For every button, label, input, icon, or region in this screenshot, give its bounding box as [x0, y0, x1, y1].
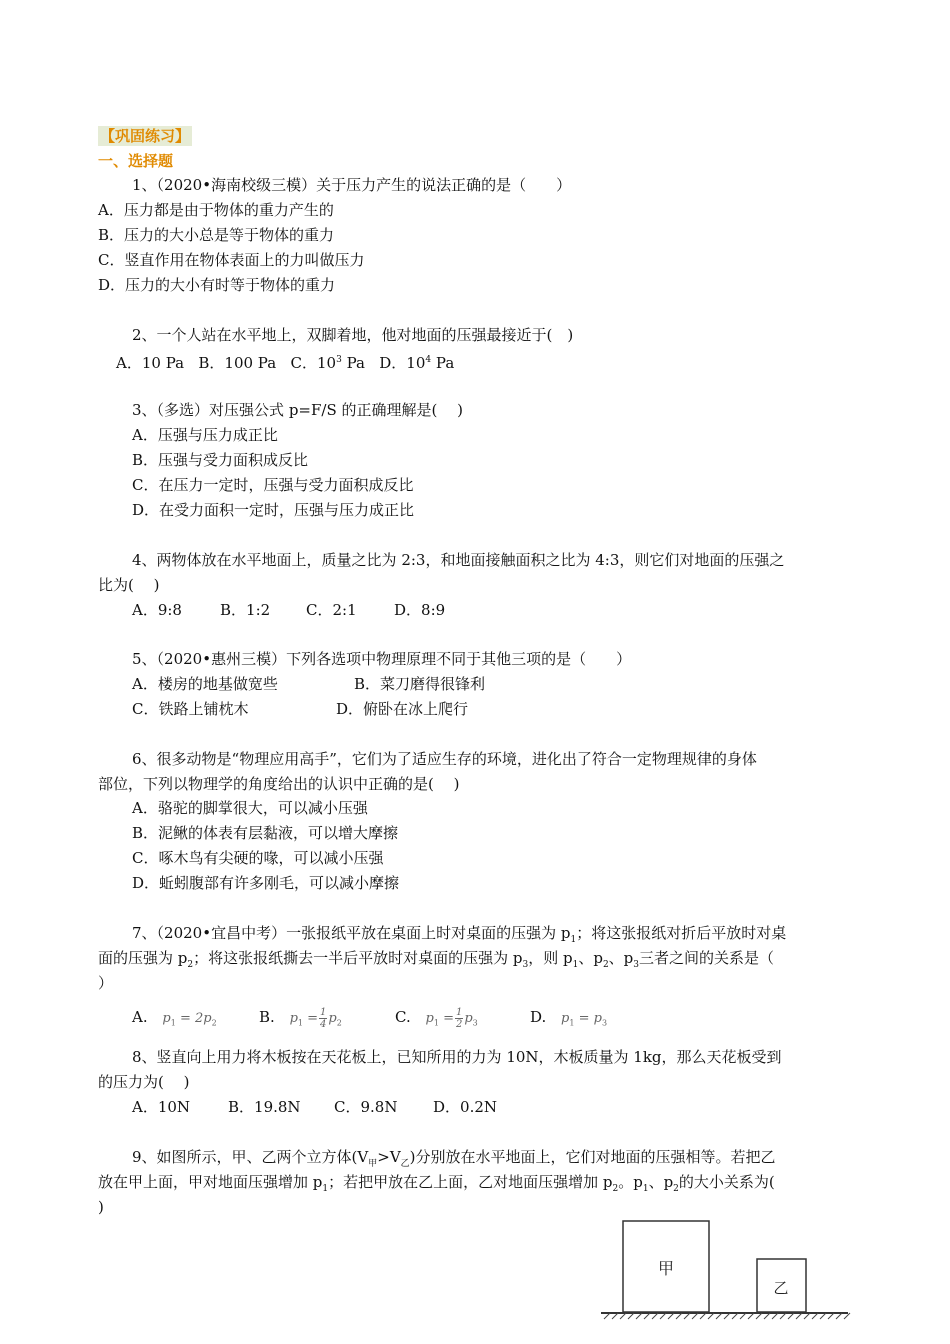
q7-formula-a: $p_1 = 2p_2$	[162, 1011, 217, 1028]
q7-option-d: D. $p_1 = p_3$	[530, 1008, 608, 1028]
q2-options	[116, 349, 454, 374]
q9-figure	[596, 1216, 856, 1328]
q1-option-d: D．压力的大小有时等于物体的重力	[98, 276, 336, 294]
q4-option-a: A．9:8	[132, 601, 182, 619]
q8-option-c: C．9.8N	[334, 1098, 398, 1116]
q7-option-a: A. $p_1 = 2p_2$	[132, 1008, 217, 1028]
q3-option-c: C．在压力一定时，压强与受力面积成反比	[132, 476, 414, 494]
q6-option-c: C．啄木鸟有尖硬的喙，可以减小压强	[132, 849, 384, 867]
block-jia-label: 甲	[657, 1259, 675, 1278]
q2-option-d: D．$10^4$ Pa	[379, 354, 455, 372]
q9-stem-line3: )	[98, 1198, 104, 1216]
q5-option-b: B．菜刀磨得很锋利	[354, 675, 486, 693]
q4-stem-line2: 比为( )	[98, 576, 160, 594]
q5-option-c: C．铁路上铺枕木	[132, 700, 249, 718]
q1-stem: 1、（2020•海南校级三模）关于压力产生的说法正确的是（ ）	[132, 176, 572, 194]
q3-option-a: A．压强与压力成正比	[132, 426, 278, 444]
q2-option-c: C．$10^3$ Pa	[290, 354, 365, 372]
q3-option-d: D．在受力面积一定时，压强与压力成正比	[132, 501, 415, 519]
q5-option-d: D．俯卧在冰上爬行	[336, 700, 469, 718]
q8-option-b: B．19.8N	[228, 1098, 301, 1116]
q7-option-c: C. $p_1$ = $\frac{1}{2}$ $p_3$	[395, 1007, 478, 1030]
q3-stem: 3、（多选）对压强公式 p=F/S 的正确理解是( )	[132, 401, 463, 419]
q6-stem-line2: 部位，下列以物理学的角度给出的认识中正确的是( )	[98, 775, 460, 793]
q6-option-b: B．泥鳅的体表有层黏液，可以增大摩擦	[132, 824, 399, 842]
q9-stem-line2: 放在甲上面，甲对地面压强增加 $p_1$；若把甲放在乙上面，乙对地面压强增加 $p_2$。$p_1$、$p_2$的大小关系为(	[98, 1173, 775, 1194]
q2-option-a: A．10 Pa	[116, 354, 185, 372]
q7-stem-line1: 7、（2020•宜昌中考）一张报纸平放在桌面上时对桌面的压强为 $p_1$；将这张报纸对折后平放时对桌	[132, 924, 787, 945]
q6-option-a: A．骆驼的脚掌很大，可以减小压强	[132, 799, 368, 817]
section-tag: 【巩固练习】	[100, 127, 191, 145]
q5-option-a: A．楼房的地基做宽些	[132, 675, 278, 693]
q6-stem-line1: 6、很多动物是“物理应用高手”，它们为了适应生存的环境，进化出了符合一定物理规律的身体	[132, 750, 757, 768]
q9-stem-line1: 9、如图所示，甲、乙两个立方体$(V_甲>V_乙)$分别放在水平地面上，它们对地面的压强相等。若把乙	[132, 1148, 776, 1169]
block-yi-label: 乙	[773, 1279, 789, 1297]
q7-stem-line2: 面的压强为 $p_2$；将这张报纸撕去一半后平放时对桌面的压强为 $p_3$，则 $p_1$、$p_2$、$p_3$三者之间的关系是（	[98, 949, 775, 970]
q4-option-b: B．1:2	[220, 601, 271, 619]
q7-option-b: B. $p_1$ = $\frac{1}{4}$ $p_2$	[259, 1007, 342, 1030]
q7-stem-line3: ）	[98, 974, 114, 992]
q2-option-b: B．100 Pa	[198, 354, 277, 372]
q5-stem: 5、（2020•惠州三模）下列各选项中物理原理不同于其他三项的是（ ）	[132, 650, 632, 668]
q1-option-c: C．竖直作用在物体表面上的力叫做压力	[98, 251, 365, 269]
q4-option-c: C．2:1	[306, 601, 357, 619]
q4-stem-line1: 4、两物体放在水平地面上，质量之比为 2:3，和地面接触面积之比为 4:3，则它们对地面的压强之	[132, 551, 785, 569]
q2-stem: 2、一个人站在水平地上，双脚着地，他对地面的压强最接近于( )	[132, 326, 574, 344]
section-title: 一、选择题	[98, 152, 174, 170]
q8-stem-line1: 8、竖直向上用力将木板按在天花板上，已知所用的力为 10N，木板质量为 1kg，那么天花板受到	[132, 1048, 782, 1066]
q4-option-d: D．8:9	[394, 601, 446, 619]
q7-formula-c: $p_1$ = $\frac{1}{2}$ $p_3$	[425, 1007, 478, 1030]
q8-stem-line2: 的压力为( )	[98, 1073, 190, 1091]
q6-option-d: D．蚯蚓腹部有许多刚毛，可以减小摩擦	[132, 874, 400, 892]
q8-option-d: D．0.2N	[433, 1098, 498, 1116]
q7-formula-d: $p_1 = p_3$	[561, 1011, 608, 1028]
q3-option-b: B．压强与受力面积成反比	[132, 451, 309, 469]
q7-formula-b: $p_1$ = $\frac{1}{4}$ $p_2$	[289, 1007, 342, 1030]
q1-option-a: A．压力都是由于物体的重力产生的	[98, 201, 334, 219]
q8-option-a: A．10N	[132, 1098, 191, 1116]
q1-option-b: B．压力的大小总是等于物体的重力	[98, 226, 335, 244]
